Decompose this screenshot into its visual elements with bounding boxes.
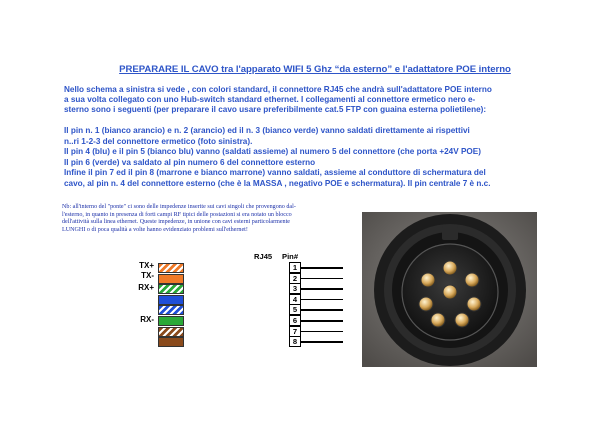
- wire-color-swatch: [158, 316, 184, 326]
- impedance-note: [62, 204, 352, 234]
- pin-number: 4: [289, 294, 301, 305]
- instruction-line: n..ri 1-2-3 del connettore ermetico (foto sinistra).: [64, 136, 253, 146]
- pin-number: 6: [289, 315, 301, 326]
- wire-color-swatch: [158, 327, 184, 337]
- intro-line: Nello schema a sinistra si vede , con colori standard, il connettore RJ45 che andrà sull'adattatore POE interno: [64, 85, 492, 94]
- wire-color-swatch: [158, 337, 184, 347]
- instructions-paragraph: [64, 126, 574, 190]
- wire-color-swatch: [158, 263, 184, 273]
- wire-color-swatch: [158, 274, 184, 284]
- cable-line: [301, 278, 343, 280]
- pin-header: Pin#: [282, 252, 299, 261]
- rx-plus-label: RX+: [138, 283, 154, 292]
- note-line: l'esterno, in quanto in presenza di forti campi RF tipici delle postazioni si era notato un blocco: [62, 211, 292, 218]
- cable-line: [301, 309, 343, 311]
- note-line: dell'attività sulla linea ethernet. Queste impedenze, in unione con cavi esterni particolarmente: [62, 219, 291, 225]
- wire-color-swatch: [158, 284, 184, 294]
- cable-line: [301, 288, 343, 290]
- instruction-line: cavo, al pin n. 4 del connettore esterno (che è la MASSA , negativo POE e schermatura). Il pin centrale 7 è n.c.: [64, 178, 491, 188]
- instruction-line: Il pin 4 (blu) e il pin 5 (bianco blu) vanno (saldati assieme) al numero 5 del connettore (che porta +24V POE): [64, 147, 481, 157]
- connector-photo-graphic: [362, 212, 537, 367]
- intro-paragraph: [64, 85, 564, 115]
- cable-line: [301, 267, 343, 269]
- instruction-line: Il pin n. 1 (bianco arancio) e n. 2 (arancio) ed il n. 3 (bianco verde) vanno saldati direttamente ai rispettivi: [64, 126, 470, 135]
- pin-number: 3: [289, 283, 301, 294]
- page-title: PREPARARE IL CAVO tra l'apparato WIFI 5 Ghz “da esterno” e l'adattatore POE interno: [119, 64, 511, 75]
- pin-number: 1: [289, 262, 301, 273]
- cable-line: [301, 331, 343, 333]
- rj45-label: RJ45: [254, 252, 273, 261]
- connector-photo: [362, 212, 537, 367]
- cable-line: [301, 320, 343, 322]
- note-line: LUNGHI o di poca qualità a volte hanno evidenziato problemi sull'ethernet!: [62, 226, 248, 233]
- pin-number: 8: [289, 336, 301, 347]
- pin-number: 2: [289, 273, 301, 284]
- cable-line: [301, 341, 343, 343]
- wire-color-swatch: [158, 305, 184, 315]
- rx-minus-label: RX-: [140, 315, 154, 324]
- instruction-line: Infine il pin 7 ed il pin 8 (marrone e bianco marrone) vanno saldati, assieme al conduttore di schermatura del: [64, 168, 486, 178]
- cable-line: [301, 299, 343, 301]
- intro-line: a sua volta collegato con uno Hub-switch standard ethernet. I collegamenti al connettore ermetico nero e-: [64, 95, 476, 104]
- tx-plus-label: TX+: [139, 261, 154, 270]
- pin-number: 5: [289, 304, 301, 315]
- instruction-line: Il pin 6 (verde) va saldato al pin numero 6 del connettore esterno: [64, 157, 316, 167]
- intro-line: sterno sono i seguenti (per preparare il cavo usare preferibilmente cat.5 FTP con guaina esterna polietilene):: [64, 105, 487, 114]
- pin-number: 7: [289, 326, 301, 337]
- wire-color-swatch: [158, 295, 184, 305]
- tx-minus-label: TX-: [141, 271, 154, 280]
- note-line: Nb: all'interno del "ponte" ci sono delle impedenze inserite sui cavi singoli che provengono dal-: [62, 204, 296, 210]
